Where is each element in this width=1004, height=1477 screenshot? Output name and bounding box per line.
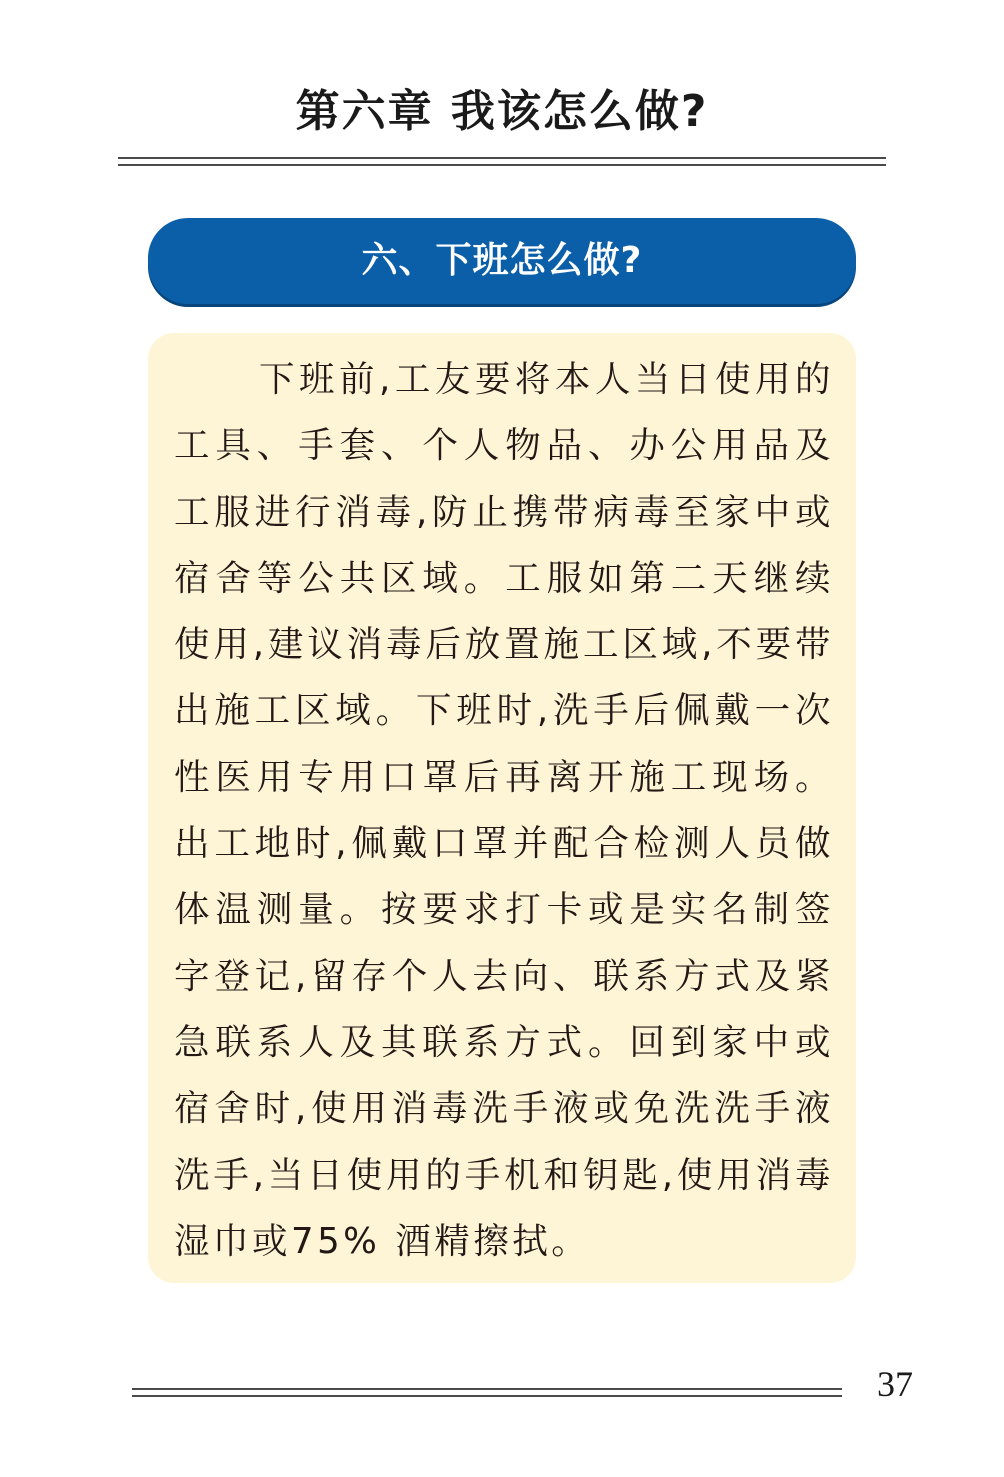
section-banner bbox=[148, 218, 856, 304]
page-number: 37 bbox=[877, 1364, 913, 1404]
content-card bbox=[148, 333, 856, 1283]
bottom-double-rule bbox=[132, 1388, 842, 1397]
body-paragraph: 下班前,工友要将本人当日使用的工具、手套、个人物品、办公用品及工服进行消毒,防止携带病毒至家中或宿舍等公共区域。工服如第二天继续使用,建议消毒后放置施工区域,不要带出施工区域。下班时,洗手后佩戴一次性医用专用口罩后再离开施工现场。出工地时,佩戴口罩并配合检测人员做体温测量。按要求打卡或是实名制签字登记,留存个人去向、联系方式及紧急联系人及其联系方式。回到家中或宿舍时,使用消毒洗手液或免洗洗手液洗手,当日使用的手机和钥匙,使用消毒湿巾或75% 酒精擦拭。 bbox=[174, 359, 834, 1262]
section-title: 六、下班怎么做? bbox=[361, 240, 643, 281]
top-double-rule bbox=[118, 157, 886, 166]
chapter-title: 第六章 我该怎么做? bbox=[295, 86, 709, 137]
